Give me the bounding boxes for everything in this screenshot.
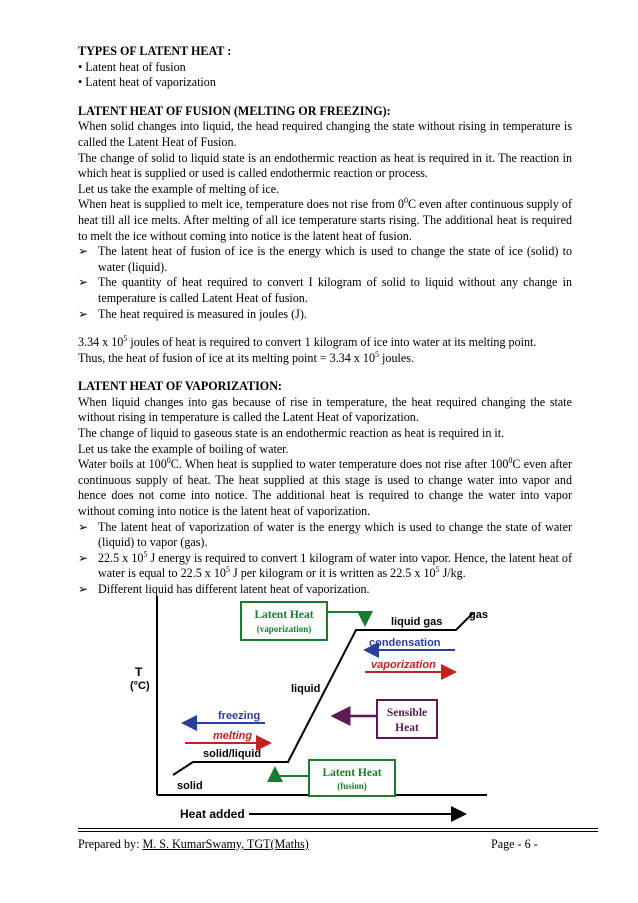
label-condensation: condensation <box>369 637 441 649</box>
vapor-example: Water boils at $100^0C$. When heat is supplied to water temperature does not rise after $100^0C$ even after continuous supply of heat. The heat supplied at this stage is used to change water into vapor and hence does not come into notice. The additional heat is required to change the water into vapor without coming into notice is the latent heat of vaporization. <box>78 456 573 519</box>
fusion-heading: LATENT HEAT OF FUSION (MELTING OR FREEZING): <box>78 103 391 118</box>
vapor-bullet: ➢ Different liquid has different latent heat of vaporization. <box>78 582 370 596</box>
label-liquid-gas: liquid gas <box>391 616 443 628</box>
latent-heat-vaporization-box <box>241 602 327 640</box>
y-axis-label-unit: (°C) <box>130 680 150 692</box>
label-melting: melting <box>213 730 253 742</box>
vapor-bullet: ➢ 22.5 x $10^5$ J energy is required to convert 1 kilogram of water into vapor. Hence, the latent heat of water is equal to 22.5 x $10^5$ J per kilogram or it is written as 22.5 x $10^5$ J/kg. <box>78 549 572 581</box>
latent-heat-fusion-arrow-icon <box>275 768 309 776</box>
fusion-bullet: ➢ The heat required is measured in joules (J). <box>78 306 307 321</box>
heating-curve-svg <box>125 590 491 823</box>
label-solid: solid <box>177 780 203 792</box>
vapor-endothermic: The change of liquid to gaseous state is an endothermic reaction as heat is required in it. <box>78 426 505 441</box>
fusion-example: When heat is supplied to melt ice, temperature does not rise from $0^0C$ even after continuous supply of heat till all ice melts. After melting of all ice temperature starts rising. The additional heat is required to melt the ice without coming into notice is the latent heat of fusion. <box>78 196 572 243</box>
fusion-example-intro: Let us take the example of melting of ice. <box>78 181 280 196</box>
label-vaporization: vaporization <box>371 659 436 671</box>
fusion-endothermic: The change of solid to liquid state is an endothermic reaction as heat is required in it. The reaction in which heat is supplied or used is called endothermic reaction or process. <box>78 150 572 181</box>
latent-heat-vaporization-title: Latent Heat <box>254 609 314 621</box>
label-liquid: liquid <box>291 683 321 695</box>
label-freezing: freezing <box>218 710 261 722</box>
x-axis-label: Heat added <box>180 807 245 821</box>
footer-page-number: Page - 6 - <box>491 837 538 851</box>
latent-heat-fusion-title: Latent Heat <box>322 767 382 779</box>
vapor-heading: LATENT HEAT OF VAPORIZATION: <box>78 379 282 394</box>
types-heading: TYPES OF LATENT HEAT : <box>78 44 232 58</box>
label-gas: gas <box>469 609 488 621</box>
latent-heat-fusion-sub: (fusion) <box>337 781 367 791</box>
y-axis-label-t: T <box>135 665 143 679</box>
arrow-bullet-icon: ➢ <box>78 550 89 565</box>
label-solid-liquid: solid/liquid <box>203 748 262 760</box>
vapor-definition: When liquid changes into gas because of rise in temperature, the heat required changing the state without rising in temperature is called the Latent Heat of vaporization. <box>78 394 572 425</box>
arrow-bullet-icon: ➢ <box>78 519 89 534</box>
footer-rule <box>78 828 598 829</box>
fusion-value-conclusion: Thus, the heat of fusion of ice at its melting point = 3.34 x $10^5$ joules. <box>78 349 414 365</box>
types-item-vaporization: • Latent heat of vaporization <box>78 75 216 90</box>
arrow-bullet-icon: ➢ <box>78 306 89 321</box>
fusion-value-line: 3.34 x $10^5$ joules of heat is required to convert 1 kilogram of ice into water at its melting point. <box>78 334 537 350</box>
latent-heat-vaporization-arrow-icon <box>327 612 365 625</box>
document-body <box>78 44 572 598</box>
types-item-fusion: • Latent heat of fusion <box>78 59 186 74</box>
arrow-bullet-icon: ➢ <box>78 244 89 259</box>
footer-rule <box>78 831 598 832</box>
vapor-example-intro: Let us take the example of boiling of water. <box>78 441 289 456</box>
latent-heat-vaporization-sub: (vaporization) <box>256 624 312 634</box>
vapor-bullet: ➢ The latent heat of vaporization of water is the energy which is used to change the state of water (liquid) to vapor (gas). <box>78 519 572 550</box>
arrow-bullet-icon: ➢ <box>78 275 89 290</box>
fusion-definition: When solid changes into liquid, the head required changing the state without rising in temperature is called the Latent Heat of Fusion. <box>78 119 572 149</box>
fusion-bullet: ➢ The quantity of heat required to convert I kilogram of solid to liquid without any change in temperature is called Latent Heat of fusion. <box>78 275 572 305</box>
arrow-bullet-icon: ➢ <box>78 582 89 596</box>
footer-author: Prepared by: M. S. KumarSwamy, TGT(Maths) <box>78 837 309 851</box>
sensible-heat-title: Sensible <box>386 707 428 719</box>
sensible-heat-sub: Heat <box>395 722 419 734</box>
fusion-bullet: ➢ The latent heat of fusion of ice is the energy which is used to change the state of ice (solid) to water (liquid). <box>78 244 572 274</box>
heating-curve-figure <box>125 590 491 823</box>
